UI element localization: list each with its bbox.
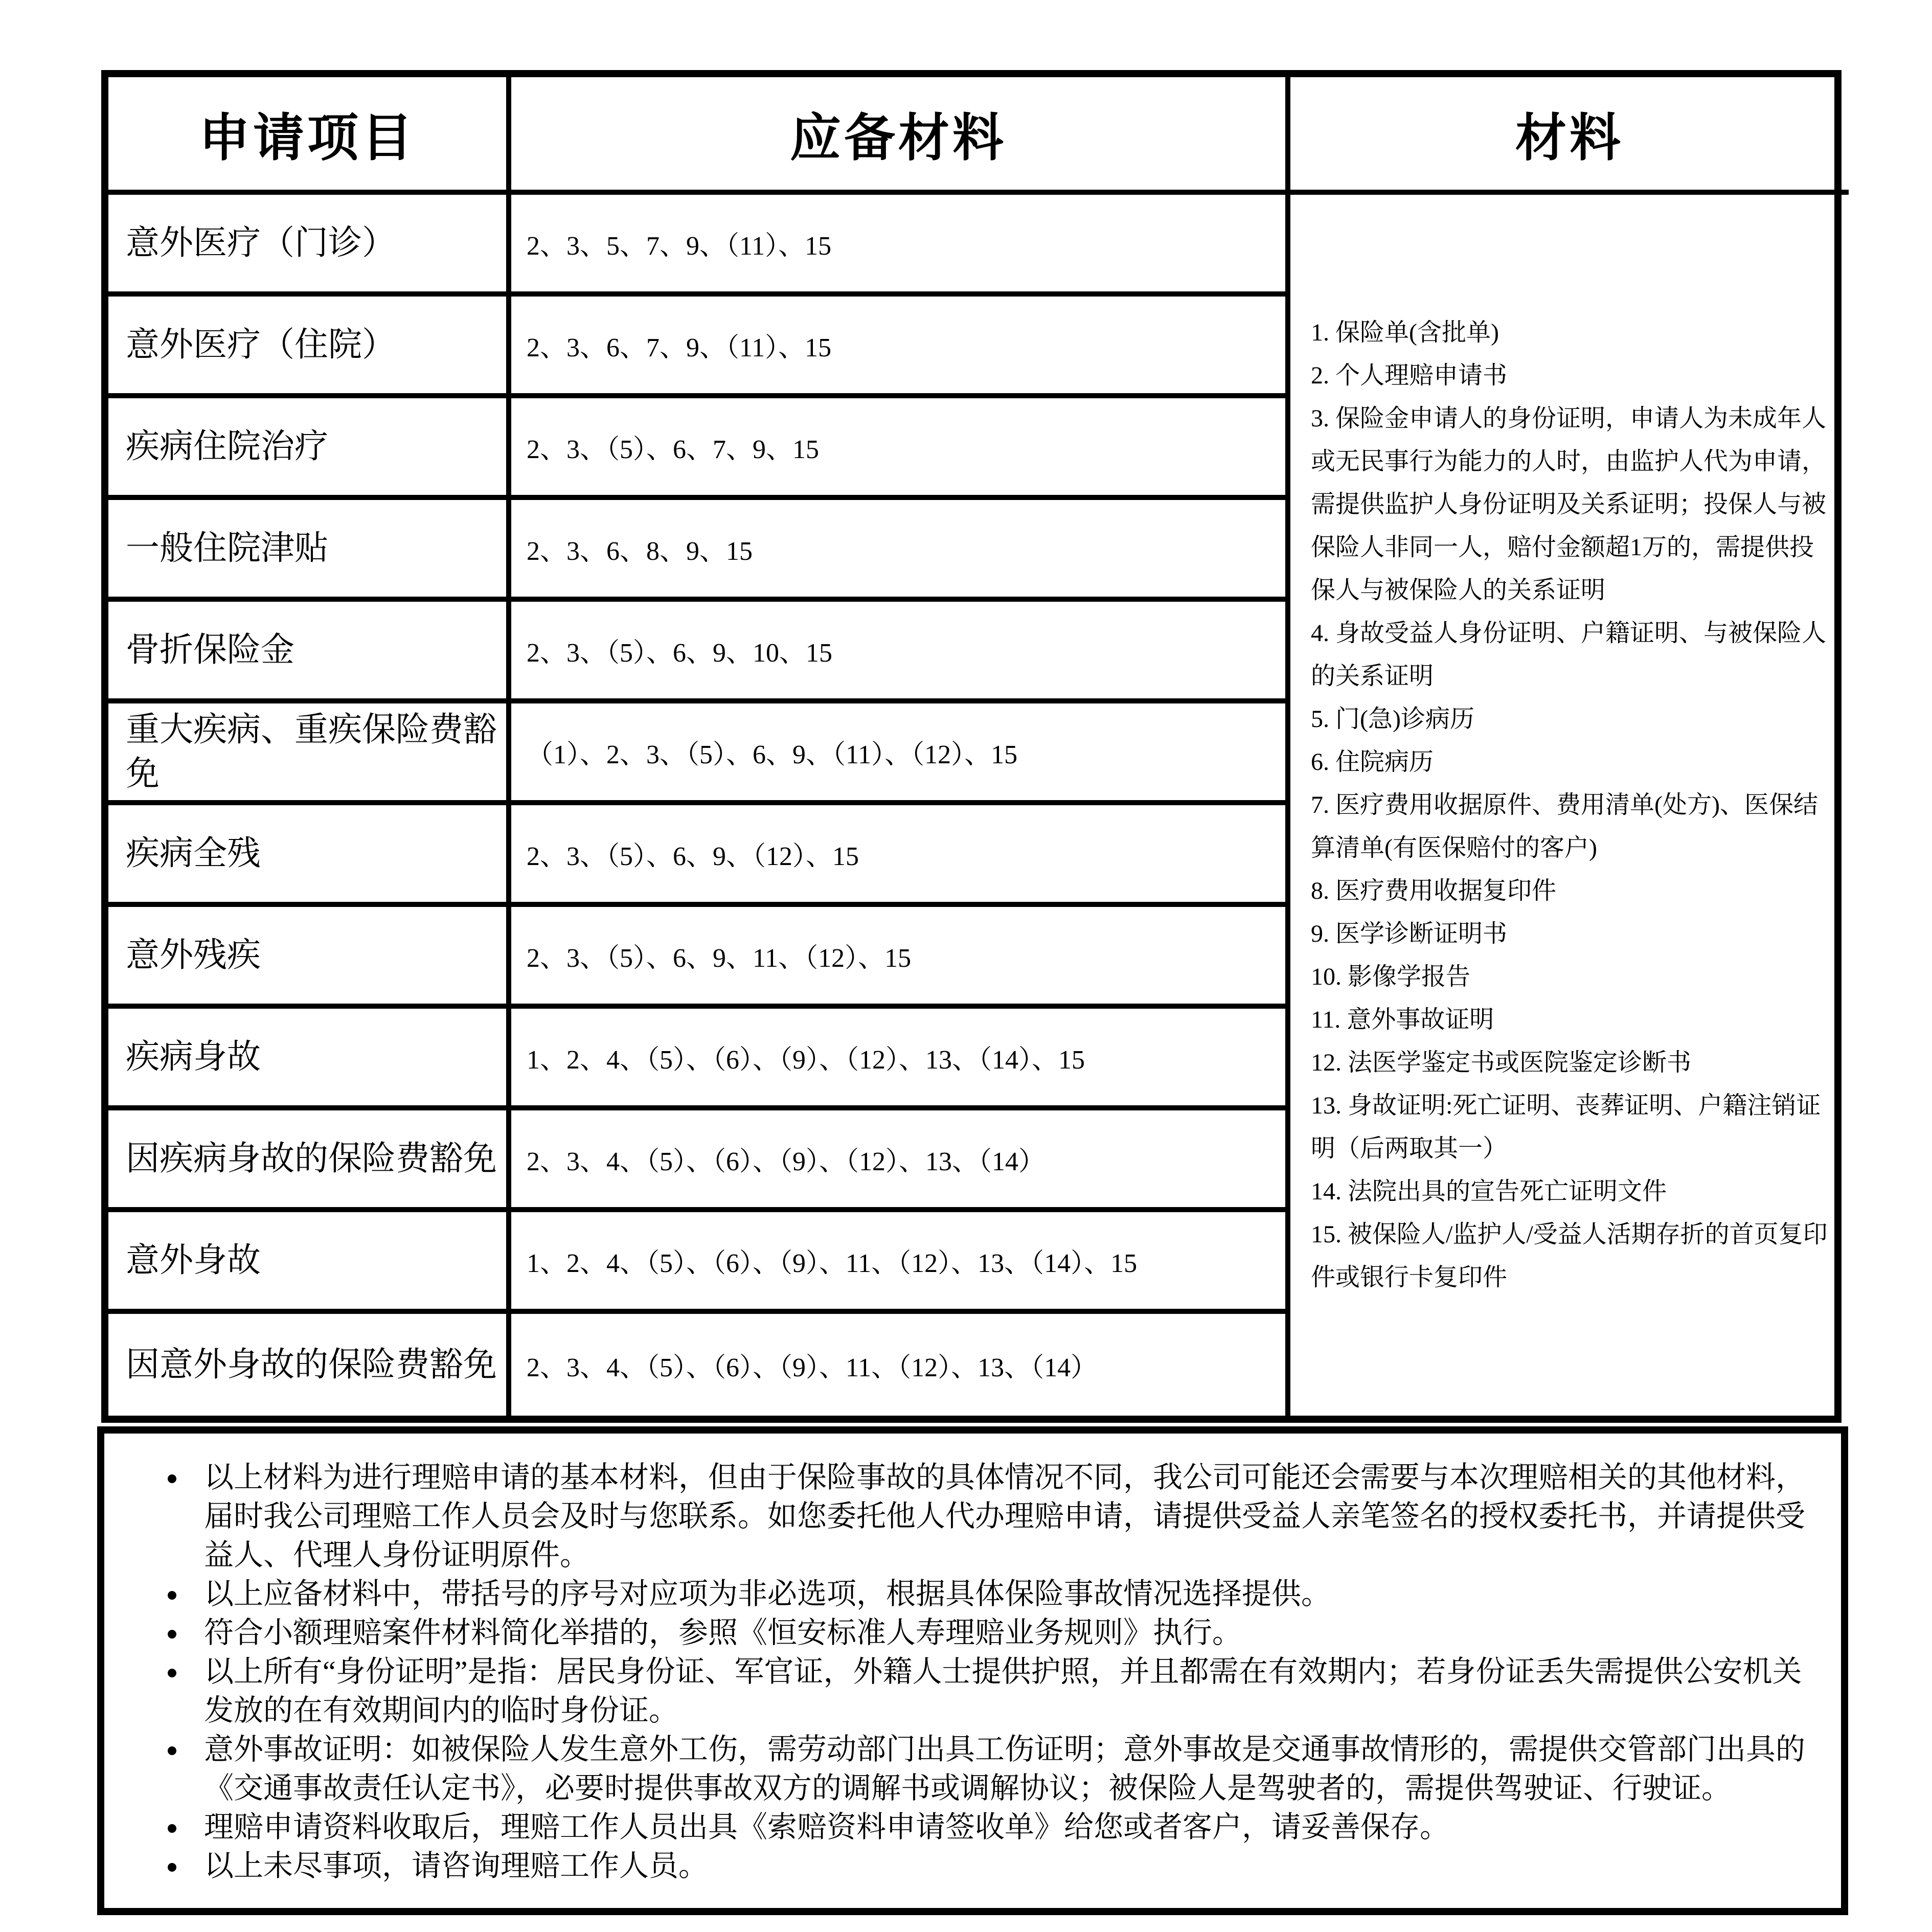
legend-item: 1. 保险单(含批单) [1311,319,1499,346]
legend-item: 14. 法院出具的宣告死亡证明文件 [1311,1178,1667,1205]
row-item-label: 一般住院津贴 [108,500,511,602]
header-required-materials: 应备材料 [511,77,1290,195]
row-material-codes: 2、3、6、8、9、15 [511,500,1290,602]
note-item: • 以上所有“身份证明”是指：居民身份证、军官证，外籍人士提供护照，并且都需在有效期内；若身份证丢失需提供公安机关发放的在有效期间内的临时身份证。 [189,1652,1821,1730]
row-material-codes: 2、3、（5）、6、9、11、（12）、15 [511,907,1290,1009]
legend-item: 8. 医疗费用收据复印件 [1311,877,1557,904]
row-item-label: 因意外身故的保险费豁免 [108,1314,511,1416]
row-item-label: 意外残疾 [108,907,511,1009]
row-material-codes: 2、3、（5）、6、9、（12）、15 [511,805,1290,907]
row-material-codes: 2、3、5、7、9、（11）、15 [511,195,1290,297]
legend-item: 5. 门(急)诊病历 [1311,706,1474,733]
row-item-label: 疾病住院治疗 [108,398,511,500]
legend-item: 4. 身故受益人身份证明、户籍证明、与被保险人的关系证明 [1311,620,1827,690]
notes-list [104,1458,1821,1885]
claims-table [101,70,1842,1423]
note-item: • 以上未尽事项，请咨询理赔工作人员。 [189,1847,1821,1885]
legend-item: 13. 身故证明:死亡证明、丧葬证明、户籍注销证明（后两取其一） [1311,1092,1821,1162]
row-material-codes: 2、3、6、7、9、（11）、15 [511,297,1290,398]
row-item-label: 意外身故 [108,1212,511,1314]
note-item: • 符合小额理赔案件材料简化举措的，参照《恒安标准人寿理赔业务规则》执行。 [189,1613,1821,1652]
legend-item: 10. 影像学报告 [1311,963,1471,990]
row-material-codes: 2、3、（5）、6、7、9、15 [511,398,1290,500]
notes-box [97,1426,1848,1915]
row-material-codes: （1）、2、3、（5）、6、9、（11）、（12）、15 [511,703,1290,805]
row-material-codes: 2、3、4、（5）、（6）、（9）、11、（12）、13、（14） [511,1314,1290,1416]
legend-item: 2. 个人理赔申请书 [1311,362,1508,389]
legend-item: 11. 意外事故证明 [1311,1006,1494,1033]
header-application-item: 申请项目 [108,77,511,195]
header-materials: 材料 [1290,77,1849,195]
row-item-label: 意外医疗（门诊） [108,195,511,297]
materials-legend [1290,195,1849,1416]
row-material-codes: 1、2、4、（5）、（6）、（9）、（12）、13、（14）、15 [511,1009,1290,1110]
note-item: • 理赔申请资料收取后，理赔工作人员出具《索赔资料申请签收单》给您或者客户，请妥善保存。 [189,1808,1821,1847]
note-item: • 以上应备材料中，带括号的序号对应项为非必选项，根据具体保险事故情况选择提供。 [189,1575,1821,1613]
legend-item: 12. 法医学鉴定书或医院鉴定诊断书 [1311,1049,1692,1076]
legend-item: 6. 住院病历 [1311,748,1434,776]
note-item: • 意外事故证明：如被保险人发生意外工伤，需劳动部门出具工伤证明；意外事故是交通事故情形的，需提供交管部门出具的《交通事故责任认定书》，必要时提供事故双方的调解书或调解协议；被保险人是驾驶者的，需提供驾驶证、行驶证。 [189,1730,1821,1808]
legend-item: 3. 保险金申请人的身份证明，申请人为未成年人或无民事行为能力的人时，由监护人代为申请，需提供监护人身份证明及关系证明；投保人与被保险人非同一人，赔付金额超1万的，需提供投保人与被保险人的关系证明 [1311,405,1827,604]
row-item-label: 重大疾病、重疾保险费豁免 [108,703,511,805]
row-item-label: 疾病全残 [108,805,511,907]
row-material-codes: 1、2、4、（5）、（6）、（9）、11、（12）、13、（14）、15 [511,1212,1290,1314]
row-material-codes: 2、3、（5）、6、9、10、15 [511,602,1290,703]
legend-item: 7. 医疗费用收据原件、费用清单(处方)、医保结算清单(有医保赔付的客户) [1311,791,1818,861]
row-item-label: 疾病身故 [108,1009,511,1110]
row-material-codes: 2、3、4、（5）、（6）、（9）、（12）、13、（14） [511,1110,1290,1212]
note-item: • 以上材料为进行理赔申请的基本材料，但由于保险事故的具体情况不同，我公司可能还会需要与本次理赔相关的其他材料，届时我公司理赔工作人员会及时与您联系。如您委托他人代办理赔申请，请提供受益人亲笔签名的授权委托书，并请提供受益人、代理人身份证明原件。 [189,1458,1821,1575]
row-item-label: 意外医疗（住院） [108,297,511,398]
legend-item: 9. 医学诊断证明书 [1311,920,1508,947]
row-item-label: 因疾病身故的保险费豁免 [108,1110,511,1212]
legend-item: 15. 被保险人/监护人/受益人活期存折的首页复印件或银行卡复印件 [1311,1221,1828,1291]
row-item-label: 骨折保险金 [108,602,511,703]
